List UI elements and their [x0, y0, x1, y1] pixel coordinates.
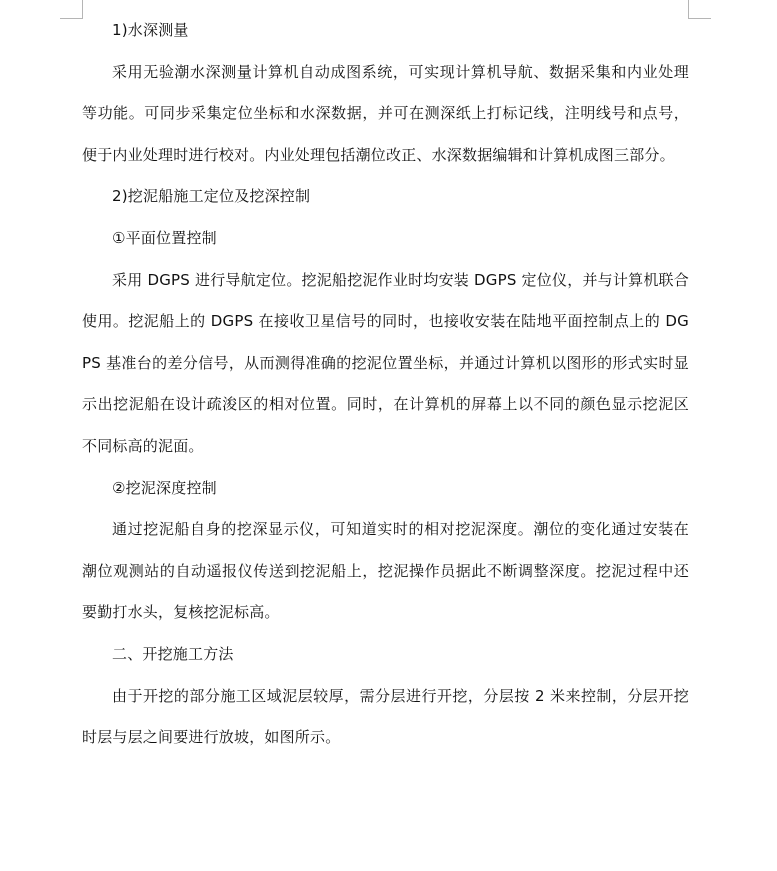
paragraph-dredging-depth: 通过挖泥船自身的挖深显示仪，可知道实时的相对挖泥深度。潮位的变化通过安装在潮位观测站的自动遥报仪传送到挖泥船上，挖泥操作员据此不断调整深度。挖泥过程中还要勤打水头，复核挖泥标高。	[82, 520, 689, 622]
document-body	[82, 10, 689, 759]
paragraph-water-depth: 采用无验潮水深测量计算机自动成图系统，可实现计算机导航、数据采集和内业处理等功能。可同步采集定位坐标和水深数据，并可在测深纸上打标记线，注明线号和点号，便于内业处理时进行校对。内业处理包括潮位改正、水深数据编辑和计算机成图三部分。	[82, 62, 689, 164]
paragraph-plane-position: 采用 DGPS 进行导航定位。挖泥船挖泥作业时均安装 DGPS 定位仪，并与计算机联合使用。挖泥船上的 DGPS 在接收卫星信号的同时，也接收安装在陆地平面控制点上的 DGPS 基准台的差分信号，从而测得准确的挖泥位置坐标，并通过计算机以图形的形式实时显示出挖泥船在设计疏浚区的相对位置。同时，在计算机的屏幕上以不同的颜色显示挖泥区不同标高的泥面。	[82, 270, 689, 455]
subheading-plane-position: ①平面位置控制	[112, 228, 217, 247]
section-heading-dredger-positioning: 2)挖泥船施工定位及挖深控制	[112, 187, 311, 206]
section-heading-water-depth: 1)水深测量	[112, 21, 189, 39]
paragraph-excavation-method: 由于开挖的部分施工区域泥层较厚，需分层进行开挖，分层按 2 米来控制，分层开挖时层与层之间要进行放坡，如图所示。	[82, 686, 689, 747]
section-heading-excavation-method: 二、开挖施工方法	[112, 644, 234, 663]
crop-mark-top-left	[60, 0, 83, 19]
crop-mark-top-right	[688, 0, 711, 19]
subheading-dredging-depth: ②挖泥深度控制	[112, 478, 217, 497]
